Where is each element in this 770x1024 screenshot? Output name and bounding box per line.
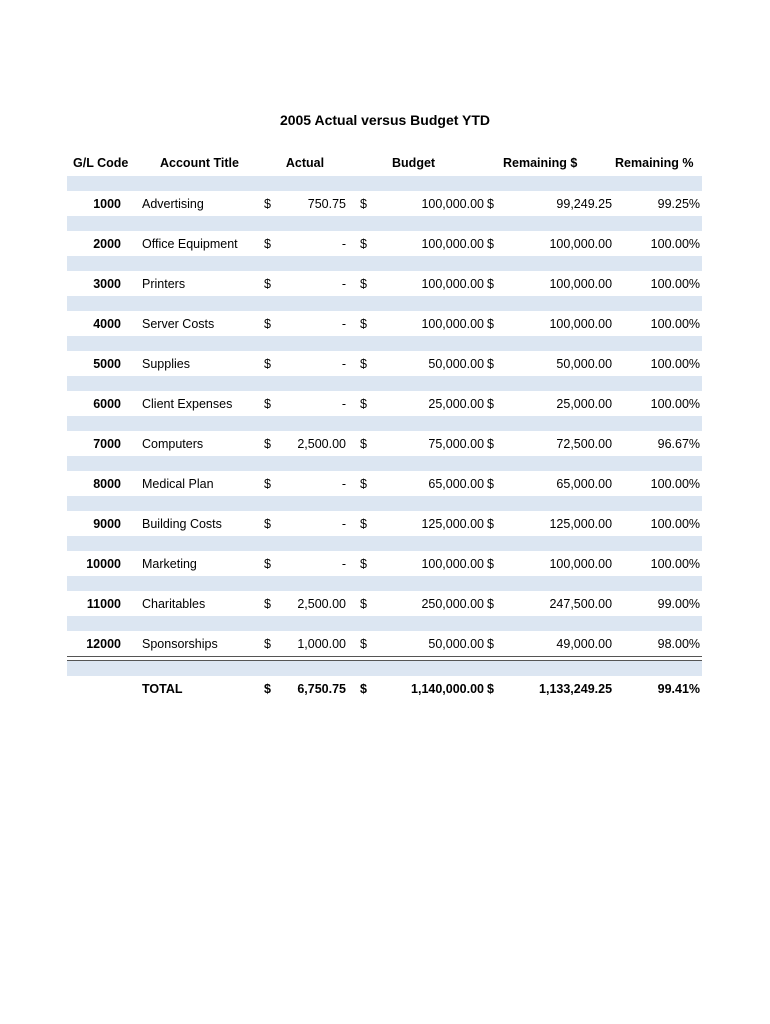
gl-code-cell: 12000 <box>86 636 121 651</box>
account-title-cell: Charitables <box>142 596 206 611</box>
actual-currency-symbol: $ <box>264 196 271 211</box>
table-row <box>67 631 702 657</box>
gl-code-cell: 2000 <box>93 236 121 251</box>
budget-currency-symbol: $ <box>360 476 367 491</box>
remaining-amount-cell: 50,000.00 <box>556 356 613 371</box>
remaining-currency-symbol: $ <box>487 356 494 371</box>
header-remaining-percent: Remaining % <box>615 156 694 170</box>
total-remaining-currency-symbol: $ <box>487 681 494 696</box>
band-cell <box>67 536 702 551</box>
budget-currency-symbol: $ <box>360 516 367 531</box>
remaining-amount-cell: 125,000.00 <box>549 516 613 531</box>
table-row <box>67 191 702 216</box>
budget-currency-symbol: $ <box>360 276 367 291</box>
total-actual-currency-symbol: $ <box>264 681 271 696</box>
budget-amount-cell: 100,000.00 <box>421 316 485 331</box>
account-title-cell: Computers <box>142 436 204 451</box>
remaining-currency-symbol: $ <box>487 436 494 451</box>
actual-amount-cell: 2,500.00 <box>297 436 347 451</box>
budget-amount-cell: 50,000.00 <box>428 636 485 651</box>
remaining-percent-cell: 99.25% <box>657 196 701 211</box>
remaining-percent-cell: 100.00% <box>650 556 701 571</box>
total-remaining-amount: 1,133,249.25 <box>539 681 613 696</box>
actual-currency-symbol: $ <box>264 356 271 371</box>
gl-code-cell: 6000 <box>93 396 121 411</box>
total-actual-amount: 6,750.75 <box>297 681 347 696</box>
budget-amount-cell: 125,000.00 <box>421 516 485 531</box>
remaining-currency-symbol: $ <box>487 276 494 291</box>
budget-currency-symbol: $ <box>360 356 367 371</box>
remaining-currency-symbol: $ <box>487 476 494 491</box>
remaining-percent-cell: 99.00% <box>657 596 701 611</box>
band-row <box>67 661 702 677</box>
actual-currency-symbol: $ <box>264 276 271 291</box>
budget-currency-symbol: $ <box>360 196 367 211</box>
actual-amount-cell: - <box>341 476 347 491</box>
gl-code-cell: 5000 <box>93 356 121 371</box>
budget-currency-symbol: $ <box>360 596 367 611</box>
remaining-currency-symbol: $ <box>487 516 494 531</box>
table-row <box>67 551 702 576</box>
remaining-amount-cell: 25,000.00 <box>556 396 613 411</box>
gl-code-cell: 9000 <box>93 516 121 531</box>
account-title-cell: Printers <box>142 276 186 291</box>
gl-code-cell: 4000 <box>93 316 121 331</box>
remaining-percent-cell: 100.00% <box>650 396 701 411</box>
account-title-cell: Office Equipment <box>142 236 238 251</box>
actual-amount-cell: - <box>341 396 347 411</box>
actual-currency-symbol: $ <box>264 636 271 651</box>
header-remaining-amount: Remaining $ <box>503 156 578 170</box>
band-cell <box>67 336 702 351</box>
gl-code-cell: 10000 <box>86 556 121 571</box>
remaining-amount-cell: 65,000.00 <box>556 476 613 491</box>
account-title-cell: Supplies <box>142 356 190 371</box>
band-row <box>67 296 702 311</box>
budget-amount-cell: 100,000.00 <box>421 556 485 571</box>
total-label: TOTAL <box>142 681 183 696</box>
actual-amount-cell: - <box>341 356 347 371</box>
band-cell <box>67 296 702 311</box>
remaining-amount-cell: 72,500.00 <box>556 436 613 451</box>
total-remaining-percent: 99.41% <box>657 681 701 696</box>
budget-currency-symbol: $ <box>360 396 367 411</box>
band-row <box>67 456 702 471</box>
remaining-amount-cell: 247,500.00 <box>549 596 613 611</box>
account-title-cell: Advertising <box>142 196 204 211</box>
band-cell <box>67 576 702 591</box>
header-actual: Actual <box>285 156 325 170</box>
budget-amount-cell: 100,000.00 <box>421 276 485 291</box>
remaining-percent-cell: 100.00% <box>650 276 701 291</box>
remaining-currency-symbol: $ <box>487 316 494 331</box>
header-account-title: Account Title <box>160 156 239 170</box>
total-budget-currency-symbol: $ <box>360 681 367 696</box>
band-row <box>67 336 702 351</box>
remaining-currency-symbol: $ <box>487 236 494 251</box>
actual-amount-cell: - <box>341 556 347 571</box>
band-cell <box>67 376 702 391</box>
remaining-currency-symbol: $ <box>487 396 494 411</box>
band-cell <box>67 456 702 471</box>
band-cell <box>67 616 702 631</box>
budget-currency-symbol: $ <box>360 236 367 251</box>
account-title-cell: Sponsorships <box>142 636 218 651</box>
band-row <box>67 376 702 391</box>
table-row <box>67 231 702 256</box>
budget-amount-cell: 50,000.00 <box>428 356 485 371</box>
band-cell <box>67 416 702 431</box>
table-row <box>67 471 702 496</box>
account-title-cell: Building Costs <box>142 516 222 531</box>
remaining-percent-cell: 100.00% <box>650 236 701 251</box>
remaining-amount-cell: 99,249.25 <box>556 196 613 211</box>
gl-code-cell: 8000 <box>93 476 121 491</box>
remaining-percent-cell: 96.67% <box>657 436 701 451</box>
band-row <box>67 216 702 231</box>
actual-amount-cell: 2,500.00 <box>297 596 347 611</box>
remaining-currency-symbol: $ <box>487 196 494 211</box>
actual-currency-symbol: $ <box>264 236 271 251</box>
table-row <box>67 391 702 416</box>
band-cell <box>67 496 702 511</box>
actual-amount-cell: - <box>341 516 347 531</box>
remaining-currency-symbol: $ <box>487 596 494 611</box>
remaining-percent-cell: 100.00% <box>650 476 701 491</box>
budget-currency-symbol: $ <box>360 436 367 451</box>
header-row <box>67 150 702 176</box>
remaining-amount-cell: 100,000.00 <box>549 276 613 291</box>
remaining-percent-cell: 98.00% <box>657 636 701 651</box>
actual-currency-symbol: $ <box>264 556 271 571</box>
budget-currency-symbol: $ <box>360 556 367 571</box>
remaining-amount-cell: 100,000.00 <box>549 316 613 331</box>
remaining-amount-cell: 100,000.00 <box>549 556 613 571</box>
actual-amount-cell: 1,000.00 <box>297 636 347 651</box>
band-row <box>67 256 702 271</box>
band-row <box>67 416 702 431</box>
band-cell <box>67 256 702 271</box>
band-cell <box>67 176 702 191</box>
table-row <box>67 311 702 336</box>
gl-code-cell: 11000 <box>86 596 121 611</box>
total-row <box>67 676 702 701</box>
budget-amount-cell: 25,000.00 <box>428 396 485 411</box>
remaining-percent-cell: 100.00% <box>650 356 701 371</box>
actual-amount-cell: - <box>341 316 347 331</box>
remaining-amount-cell: 100,000.00 <box>549 236 613 251</box>
header-gl-code: G/L Code <box>73 156 129 170</box>
band-row <box>67 616 702 631</box>
account-title-cell: Medical Plan <box>142 476 214 491</box>
band-cell <box>67 661 702 677</box>
gl-code-cell: 1000 <box>93 196 121 211</box>
table-row <box>67 431 702 456</box>
actual-currency-symbol: $ <box>264 476 271 491</box>
actual-currency-symbol: $ <box>264 436 271 451</box>
table-row <box>67 591 702 616</box>
actual-currency-symbol: $ <box>264 596 271 611</box>
header-budget: Budget <box>392 156 436 170</box>
band-cell <box>67 216 702 231</box>
remaining-currency-symbol: $ <box>487 636 494 651</box>
account-title-cell: Server Costs <box>142 316 215 331</box>
total-budget-amount: 1,140,000.00 <box>411 681 485 696</box>
remaining-amount-cell: 49,000.00 <box>556 636 613 651</box>
budget-amount-cell: 250,000.00 <box>421 596 485 611</box>
budget-amount-cell: 75,000.00 <box>428 436 485 451</box>
remaining-percent-cell: 100.00% <box>650 516 701 531</box>
budget-table <box>67 150 702 701</box>
budget-amount-cell: 100,000.00 <box>421 236 485 251</box>
actual-amount-cell: 750.75 <box>307 196 347 211</box>
actual-currency-symbol: $ <box>264 396 271 411</box>
table-row <box>67 351 702 376</box>
actual-currency-symbol: $ <box>264 516 271 531</box>
actual-amount-cell: - <box>341 236 347 251</box>
band-row <box>67 536 702 551</box>
table-row <box>67 511 702 536</box>
band-row <box>67 576 702 591</box>
page-title: 2005 Actual versus Budget YTD <box>279 112 491 128</box>
band-row <box>67 496 702 511</box>
account-title-cell: Client Expenses <box>142 396 233 411</box>
account-title-cell: Marketing <box>142 556 197 571</box>
budget-currency-symbol: $ <box>360 636 367 651</box>
actual-currency-symbol: $ <box>264 316 271 331</box>
budget-amount-cell: 100,000.00 <box>421 196 485 211</box>
remaining-percent-cell: 100.00% <box>650 316 701 331</box>
gl-code-cell: 7000 <box>93 436 121 451</box>
budget-amount-cell: 65,000.00 <box>428 476 485 491</box>
total-empty-cell <box>67 676 138 701</box>
remaining-currency-symbol: $ <box>487 556 494 571</box>
table-row <box>67 271 702 296</box>
actual-amount-cell: - <box>341 276 347 291</box>
budget-currency-symbol: $ <box>360 316 367 331</box>
gl-code-cell: 3000 <box>93 276 121 291</box>
band-row <box>67 176 702 191</box>
